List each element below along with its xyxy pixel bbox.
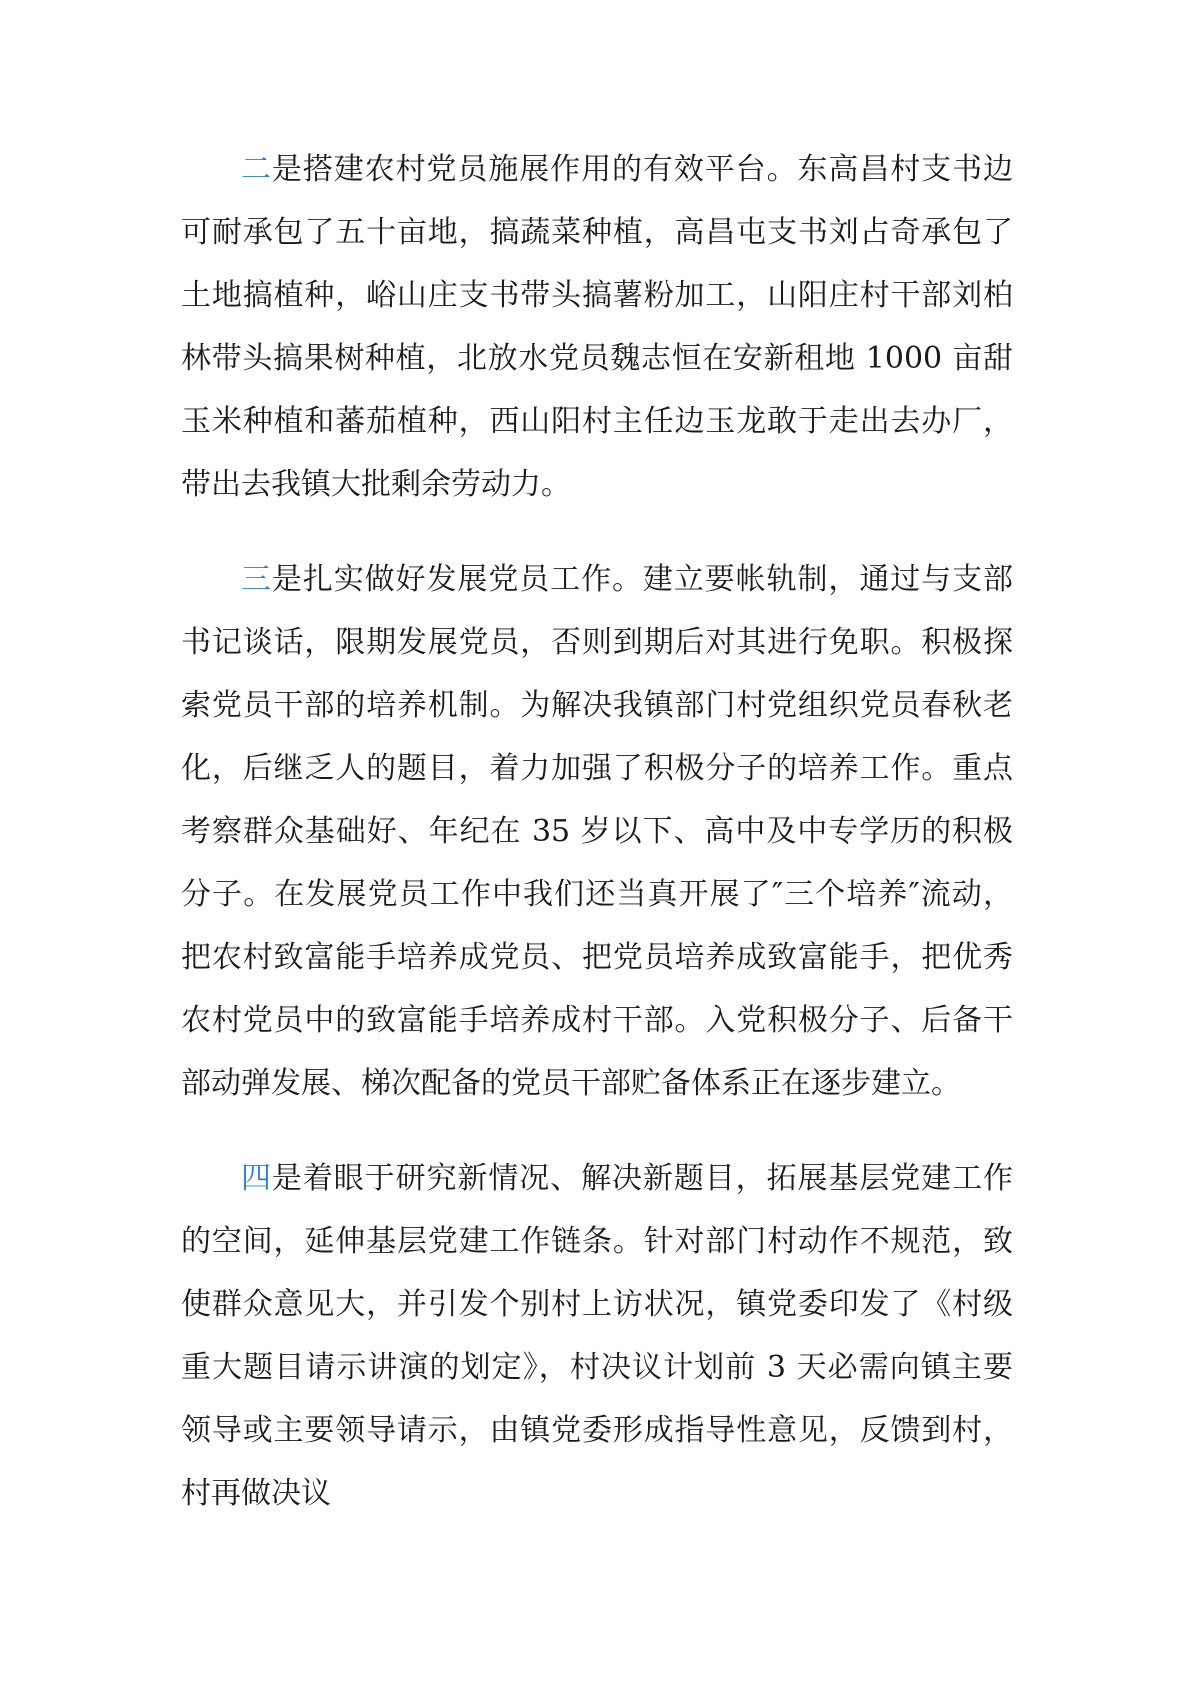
paragraph-4 [181,1147,1013,1525]
paragraph-text: 是着眼于研究新情况、解决新题目，拓展基层党建工作的空间，延伸基层党建工作链条。针对部门村动作不规范，致使群众意见大，并引发个别村上访状况，镇党委印发了《村级重大题目请示讲演的划定》，村决议计划前 3 天必需向镇主要领导或主要领导请示，由镇党委形成指导性意见，反馈到村，村再做决议 [181,1161,1014,1511]
document-body [181,138,1013,1525]
paragraph-marker: 四 [241,1161,272,1196]
paragraph-text: 是搭建农村党员施展作用的有效平台。东高昌村支书边可耐承包了五十亩地，搞蔬菜种植，高昌屯支书刘占奇承包了土地搞植种，峪山庄支书带头搞薯粉加工，山阳庄村干部刘柏林带头搞果树种植，北放水党员魏志恒在安新租地 1000 亩甜玉米种植和蕃茄植种，西山阳村主任边玉龙敢于走出去办厂，带出去我镇大批剩余劳动力。 [181,152,1014,502]
paragraph-marker: 二 [241,152,272,187]
paragraph-2 [181,138,1013,516]
paragraph-3 [181,548,1013,1115]
paragraph-text: 是扎实做好发展党员工作。建立要帐轨制，通过与支部书记谈话，限期发展党员，否则到期后对其进行免职。积极探索党员干部的培养机制。为解决我镇部门村党组织党员春秋老化，后继乏人的题目，着力加强了积极分子的培养工作。重点考察群众基础好、年纪在 35 岁以下、高中及中专学历的积极分子。在发展党员工作中我们还当真开展了″三个培养″流动，把农村致富能手培养成党员、把党员培养成致富能手，把优秀农村党员中的致富能手培养成村干部。入党积极分子、后备干部动弹发展、梯次配备的党员干部贮备体系正在逐步建立。 [181,562,1014,1101]
paragraph-marker: 三 [241,562,272,597]
